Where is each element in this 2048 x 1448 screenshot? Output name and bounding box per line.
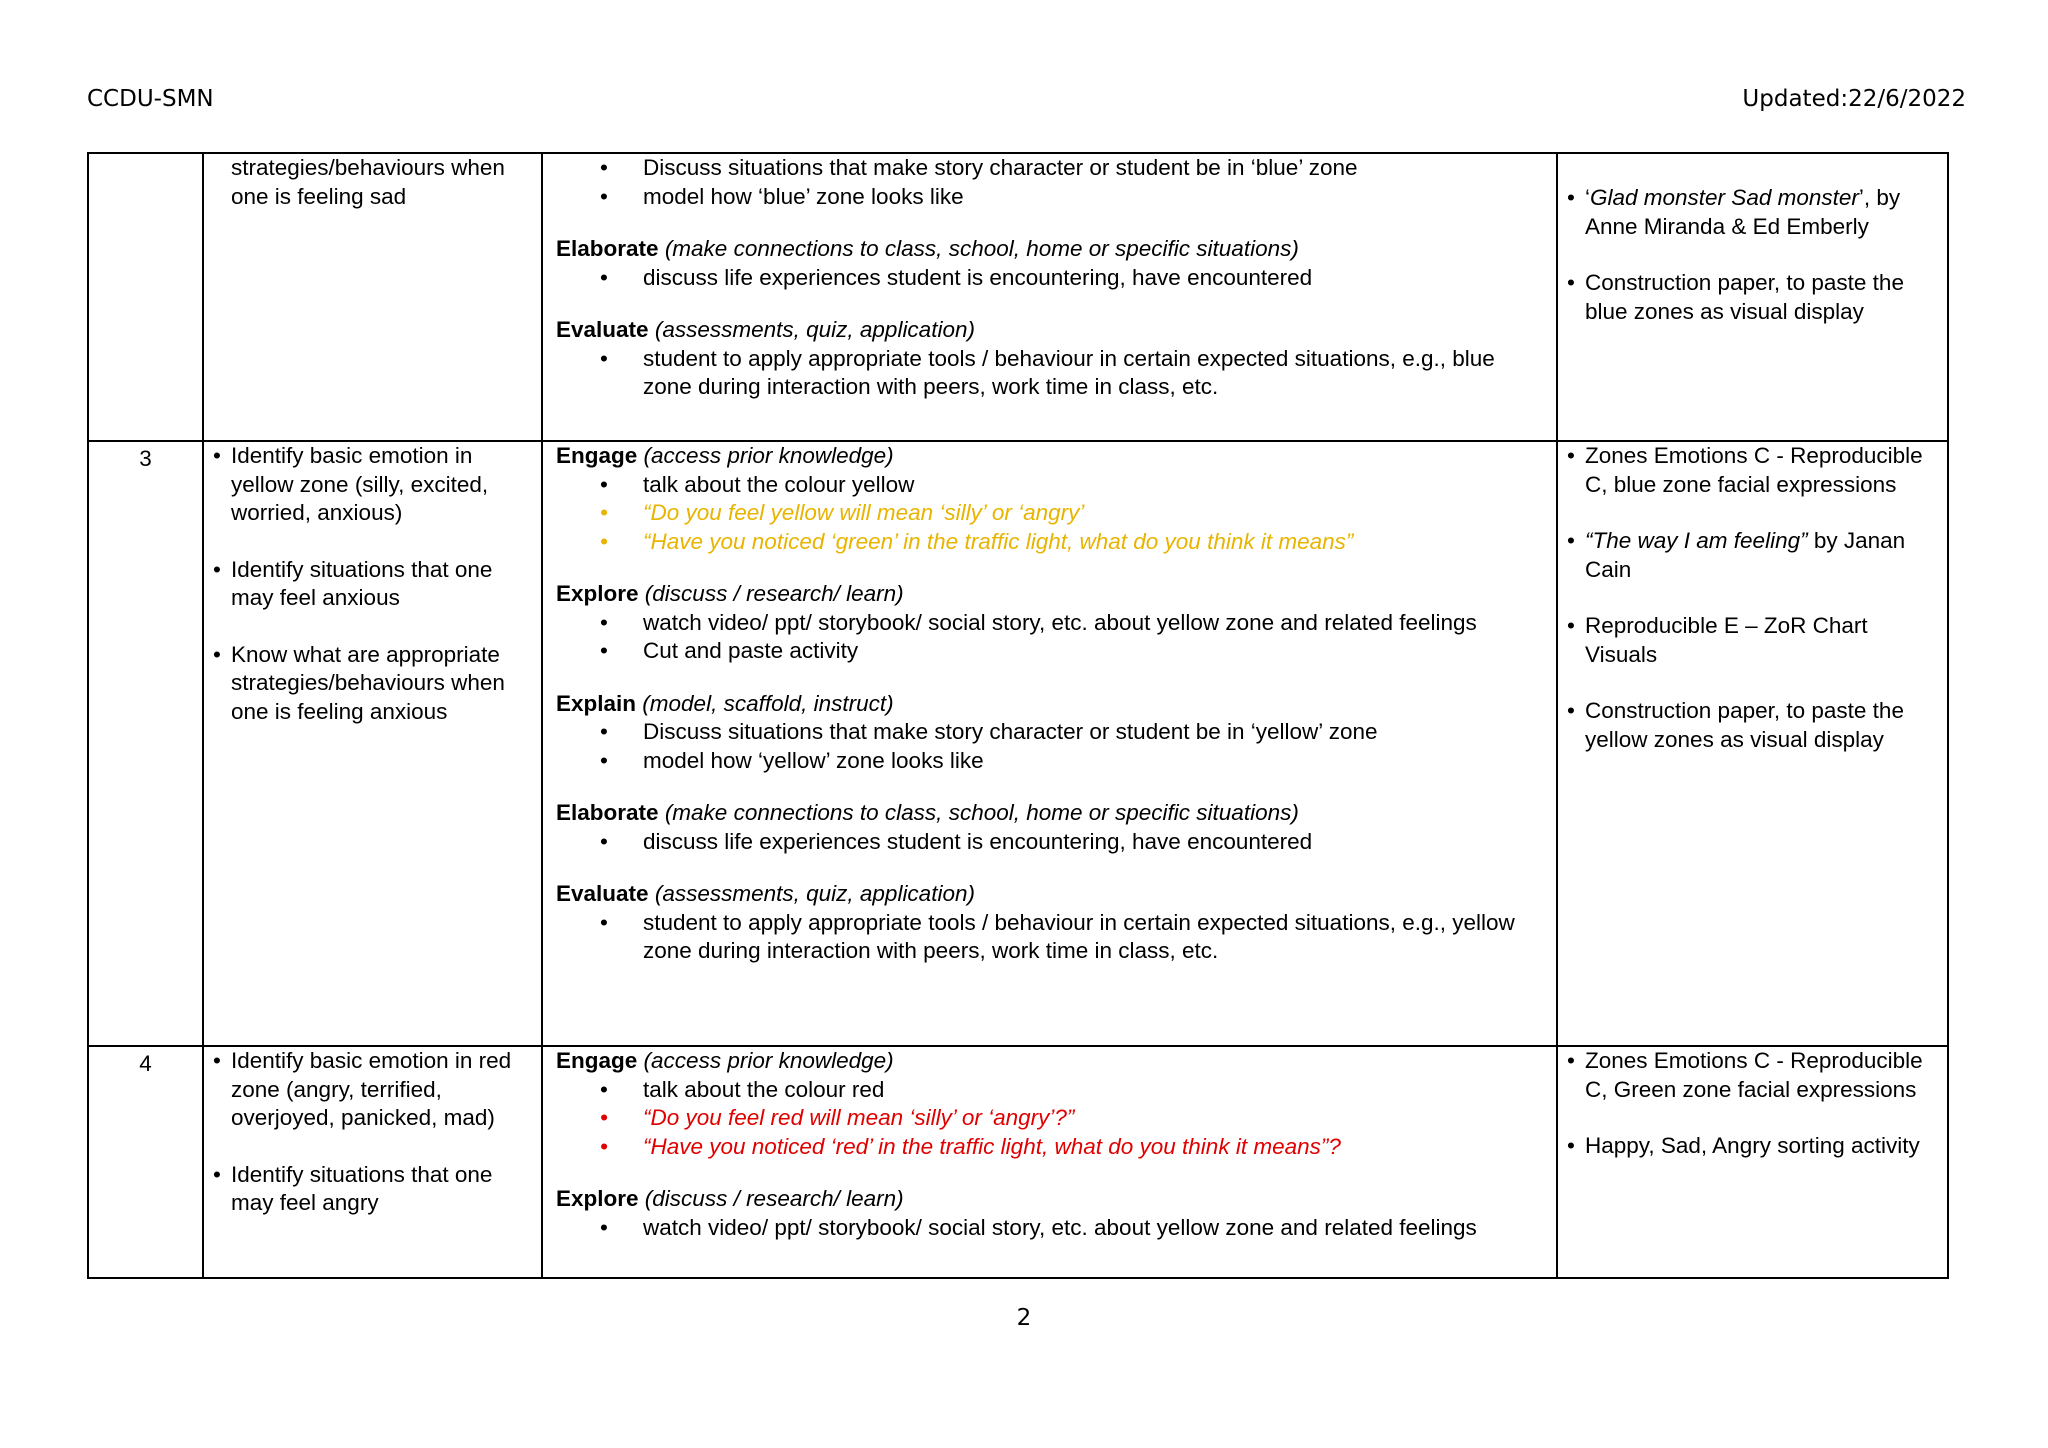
stage-items <box>556 345 1544 402</box>
stage-heading <box>556 880 1544 909</box>
resources-list <box>1558 1047 1947 1161</box>
activity-stage <box>556 580 1544 666</box>
lesson-plan-table <box>87 152 1949 1279</box>
activities-cell <box>542 441 1557 1046</box>
resource-text-after: ’, by Anne Miranda & Ed Emberly <box>1585 185 1901 239</box>
stage-subtitle: (discuss / research/ learn) <box>644 1186 904 1211</box>
resources-list <box>1558 442 1947 754</box>
objective-item: • Identify situations that one may feel anxious <box>204 556 533 613</box>
activity-item: • model how ‘yellow’ zone looks like <box>556 747 1544 776</box>
stage-items <box>556 609 1544 666</box>
activities <box>543 442 1556 972</box>
activity-item: • talk about the colour yellow <box>556 471 1544 500</box>
activity-item: • watch video/ ppt/ storybook/ social story, etc. about yellow zone and related feelings <box>556 609 1544 638</box>
objective-item: • Identify basic emotion in yellow zone (silly, excited, worried, anxious) <box>204 442 533 528</box>
activity-item: • watch video/ ppt/ storybook/ social story, etc. about yellow zone and related feelings <box>556 1214 1544 1243</box>
resources-cell <box>1557 441 1948 1046</box>
activity-stage <box>556 1047 1544 1161</box>
header-left: CCDU-SMN <box>87 86 214 112</box>
resource-text: Zones Emotions C - Reproducible C, blue zone facial expressions <box>1585 443 1923 497</box>
objectives-cell <box>203 441 542 1046</box>
stage-title: Evaluate <box>556 317 649 342</box>
activity-item: • talk about the colour red <box>556 1076 1544 1105</box>
week-number <box>89 154 202 157</box>
resource-text: Zones Emotions C - Reproducible C, Green zone facial expressions <box>1585 1048 1923 1102</box>
activity-item: • Discuss situations that make story character or student be in ‘blue’ zone <box>556 154 1544 183</box>
resources-cell <box>1557 1046 1948 1278</box>
week-cell <box>88 1046 203 1278</box>
stage-title: Elaborate <box>556 800 659 825</box>
resource-text: ‘ <box>1585 185 1590 210</box>
activity-item: • Cut and paste activity <box>556 637 1544 666</box>
resource-text: Reproducible E – ZoR Chart Visuals <box>1585 613 1868 667</box>
resource-item <box>1558 1047 1939 1104</box>
stage-subtitle: (access prior knowledge) <box>643 1048 894 1073</box>
activity-item: • “Do you feel yellow will mean ‘silly’ or ‘angry’ <box>556 499 1544 528</box>
stage-items <box>556 828 1544 857</box>
resource-item <box>1558 184 1939 241</box>
activity-stage <box>556 880 1544 966</box>
stage-subtitle: (make connections to class, school, home or specific situations) <box>664 800 1299 825</box>
table-row <box>88 153 1948 441</box>
resource-item <box>1558 269 1939 326</box>
activity-stage <box>556 442 1544 556</box>
resource-item <box>1558 442 1939 499</box>
activity-item: • discuss life experiences student is encountering, have encountered <box>556 828 1544 857</box>
resources-cell <box>1557 153 1948 441</box>
activity-item: • student to apply appropriate tools / behaviour in certain expected situations, e.g., yellow zone during interaction with peers, work time in class, etc. <box>556 909 1544 966</box>
activities-cell <box>542 153 1557 441</box>
stage-items <box>556 1076 1544 1162</box>
stage-items <box>556 1214 1544 1243</box>
activities <box>543 1047 1556 1248</box>
activity-item: • model how ‘blue’ zone looks like <box>556 183 1544 212</box>
stage-title: Explore <box>556 581 639 606</box>
objectives-cell <box>203 1046 542 1278</box>
stage-subtitle: (model, scaffold, instruct) <box>642 690 894 716</box>
stage-subtitle: (make connections to class, school, home or specific situations) <box>664 236 1299 261</box>
stage-subtitle: (discuss / research/ learn) <box>644 581 904 606</box>
stage-items <box>556 264 1544 293</box>
stage-subtitle: (access prior knowledge) <box>643 443 894 468</box>
activity-item: • student to apply appropriate tools / behaviour in certain expected situations, e.g., blue zone during interaction with peers, work time in class, etc. <box>556 345 1544 402</box>
resource-text-after: by Janan Cain <box>1585 528 1906 582</box>
stage-heading <box>556 316 1544 345</box>
stage-subtitle: (assessments, quiz, application) <box>654 881 975 906</box>
table-row <box>88 441 1948 1046</box>
activity-item: • discuss life experiences student is encountering, have encountered <box>556 264 1544 293</box>
resource-item <box>1558 527 1939 584</box>
week-cell <box>88 153 203 441</box>
activity-stage <box>556 690 1544 776</box>
week-number: 3 <box>139 446 152 471</box>
stage-items <box>556 718 1544 775</box>
activity-stage <box>556 235 1544 292</box>
resource-text: Happy, Sad, Angry sorting activity <box>1585 1133 1920 1158</box>
activities <box>543 154 1556 408</box>
activity-stage <box>556 799 1544 856</box>
resource-text: Construction paper, to paste the yellow zones as visual display <box>1585 698 1904 752</box>
activity-stage <box>556 1185 1544 1242</box>
stage-title: Explain <box>556 690 637 716</box>
page-number: 2 <box>1016 1305 1032 1331</box>
stage-items <box>556 154 1544 211</box>
stage-heading <box>556 799 1544 828</box>
stage-items <box>556 471 1544 557</box>
objective-item: • Identify situations that one may feel angry <box>204 1161 533 1218</box>
stage-title: Explore <box>556 1186 639 1211</box>
objective-item: • Identify basic emotion in red zone (angry, terrified, overjoyed, panicked, mad) <box>204 1047 533 1133</box>
resource-item <box>1558 612 1939 669</box>
objective-item: • Know what are appropriate strategies/behaviours when one is feeling anxious <box>204 641 533 727</box>
activities-cell <box>542 1046 1557 1278</box>
header-right: Updated:22/6/2022 <box>1742 86 1966 112</box>
stage-title: Elaborate <box>556 236 659 261</box>
resource-text: Construction paper, to paste the blue zones as visual display <box>1585 270 1904 324</box>
stage-heading <box>556 1185 1544 1214</box>
activity-stage <box>556 154 1544 211</box>
resource-item <box>1558 697 1939 754</box>
activity-item: • “Have you noticed ‘green’ in the traffic light, what do you think it means” <box>556 528 1544 557</box>
stage-heading <box>556 580 1544 609</box>
resource-item <box>1558 1132 1939 1161</box>
objective-continued: strategies/behaviours when one is feeling sad <box>231 155 505 209</box>
activity-item: • “Do you feel red will mean ‘silly’ or ‘angry’?” <box>556 1104 1544 1133</box>
activity-item: • Discuss situations that make story character or student be in ‘yellow’ zone <box>556 718 1544 747</box>
resource-title: Glad monster Sad monster <box>1590 185 1859 210</box>
resource-title: “The way I am feeling” <box>1585 528 1808 553</box>
stage-items <box>556 909 1544 966</box>
stage-heading <box>556 442 1544 471</box>
objectives-list <box>204 442 541 726</box>
stage-title: Evaluate <box>556 881 649 906</box>
stage-subtitle: (assessments, quiz, application) <box>654 317 975 342</box>
stage-heading <box>556 1047 1544 1076</box>
week-number: 4 <box>139 1051 152 1076</box>
resources-list <box>1558 154 1947 326</box>
stage-title: Engage <box>556 443 638 468</box>
table-row <box>88 1046 1948 1278</box>
stage-title: Engage <box>556 1048 638 1073</box>
objectives-list <box>204 1047 541 1218</box>
activity-stage <box>556 316 1544 402</box>
stage-heading <box>556 235 1544 264</box>
objectives-cell <box>203 153 542 441</box>
stage-heading <box>556 690 1544 719</box>
activity-item: • “Have you noticed ‘red’ in the traffic light, what do you think it means”? <box>556 1133 1544 1162</box>
week-cell <box>88 441 203 1046</box>
